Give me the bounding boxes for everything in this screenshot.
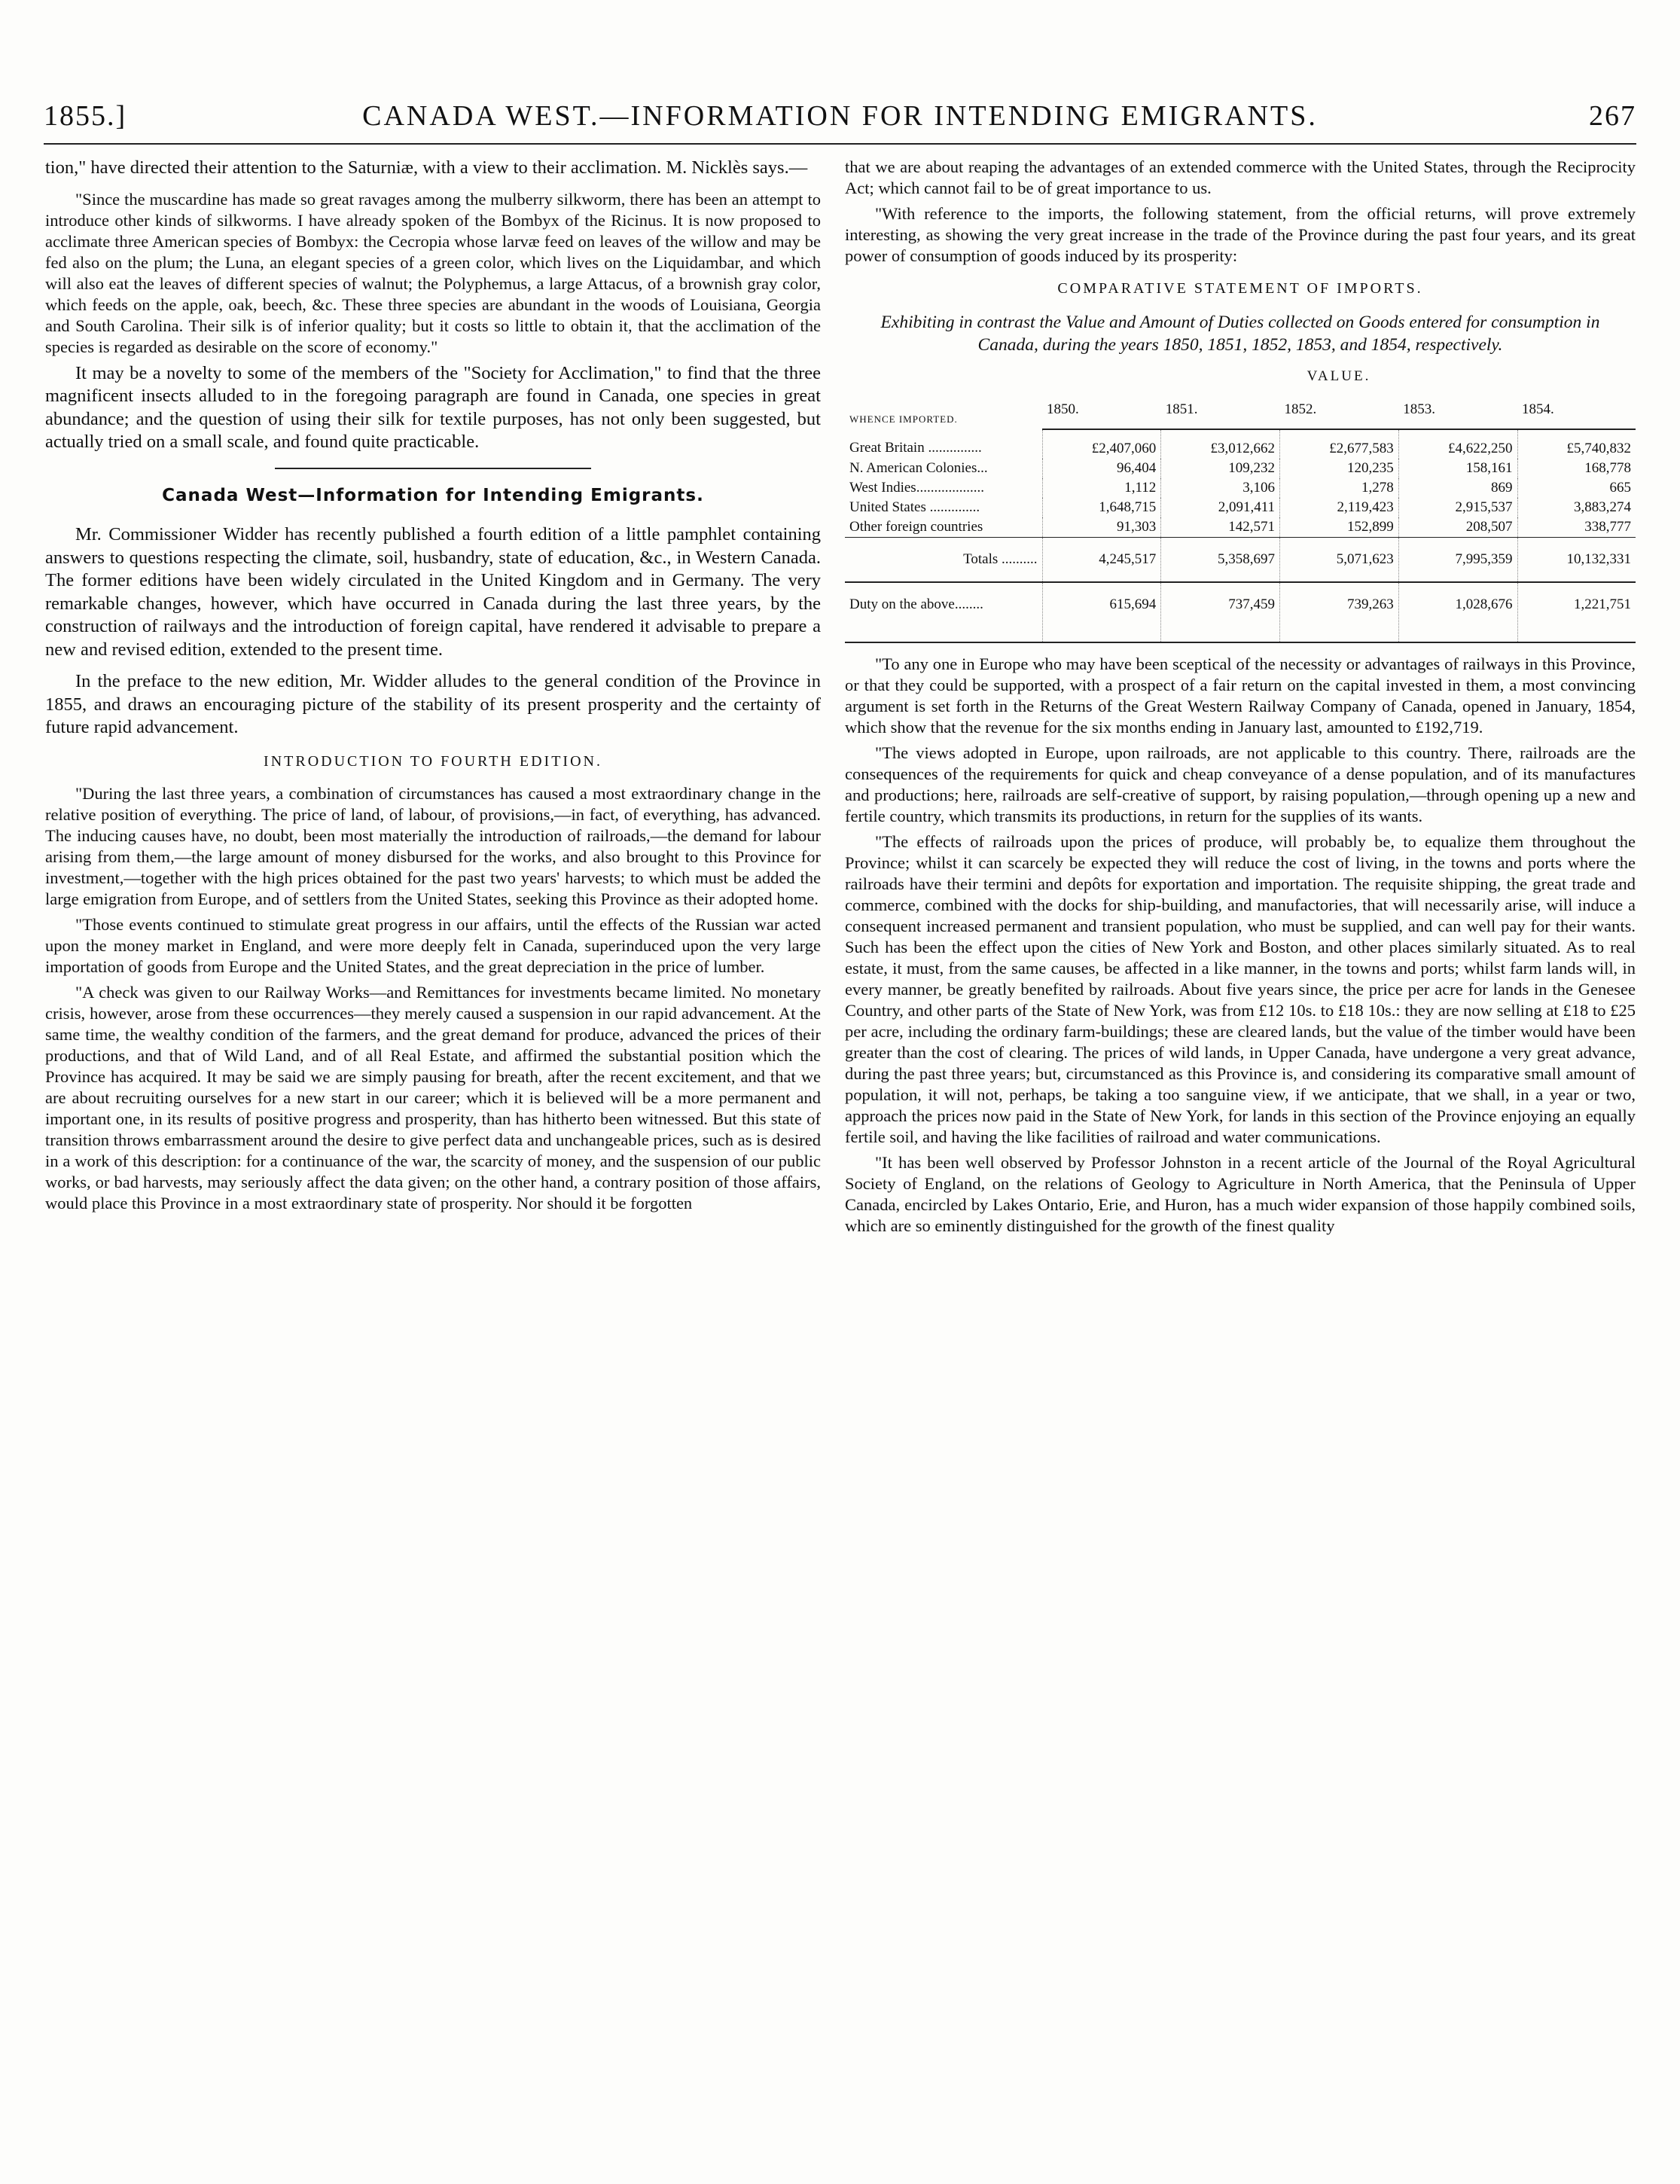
- value-cell: 1,278: [1280, 478, 1399, 498]
- duty-row: [845, 582, 1636, 642]
- running-header: [44, 99, 1636, 137]
- value-cell: 3,883,274: [1517, 498, 1636, 517]
- column-group-header-value: VALUE.: [1306, 368, 1371, 384]
- value-cell: 109,232: [1161, 459, 1280, 478]
- table-row: [845, 498, 1636, 517]
- value-cell: 869: [1398, 478, 1517, 498]
- column-header-year: 1852.: [1280, 391, 1399, 429]
- header-year: 1855.]: [44, 100, 127, 132]
- quotation-paragraph: "Those events continued to stimulate great progress in our affairs, until the effects of the Russian war acted upon the money market in England, and were more deeply felt in Canada, superinduced upon the very large importation of goods from Europe and the United States, and the great depreciation in the price of lumber.: [45, 915, 821, 976]
- total-cell: 4,245,517: [1042, 537, 1161, 582]
- value-cell: £2,407,060: [1042, 429, 1161, 459]
- value-cell: 1,648,715: [1042, 498, 1161, 517]
- country-cell: Great Britain ...............: [849, 440, 982, 456]
- duty-cell: 1,028,676: [1398, 582, 1517, 642]
- value-cell: 2,915,537: [1398, 498, 1517, 517]
- value-cell: £2,677,583: [1280, 429, 1399, 459]
- right-column: [845, 157, 1636, 1241]
- paragraph: tion," have directed their attention to the Saturniæ, with a view to their acclimation. M. Nicklès says.—: [45, 157, 808, 178]
- total-cell: 5,358,697: [1161, 537, 1280, 582]
- quotation-paragraph: "A check was given to our Railway Works—and Remittances for investments became limited. No monetary crisis, however, arose from these occurrences—they merely caused a suspension in our rapid advancement. At the same time, the wealthy condition of the farmers, and the great demand for produce, advanced the prices of their productions, and that of Wild Land, and of all Real Estate, and affirmed the substantial position which the Province has acquired. It may be said we are simply pausing for breath, after the recent excitement, and that we are about recruiting ourselves for a new start in our career; which it is believed will be a more permanent and important one, in its results of positive progress and prosperity, than has hitherto been witnessed. But this state of transition throws embarrassment around the desire to give perfect data and unchangeable prices, such as is desired in a work of this description: for a continuance of the war, the scarcity of money, and the suspension of our public works, or bad harvests, may seriously affect the data given; on the other hand, a contrary position of those affairs, would place this Province in a most extraordinary state of prosperity. Nor should it be forgotten: [45, 983, 821, 1212]
- value-cell: 120,235: [1280, 459, 1399, 478]
- totals-row: [845, 537, 1636, 582]
- column-header-year: 1850.: [1042, 391, 1161, 429]
- table-row: [845, 517, 1636, 538]
- duty-cell: 737,459: [1161, 582, 1280, 642]
- quotation-paragraph: "During the last three years, a combination of circumstances has caused a most extraordinary change in the relative position of everything. The price of land, of labour, of provisions,—in fact, of everything, has advanced. The inducing causes have, no doubt, been most materially the introduction of railroads,—the demand for labour arising from them,—the large amount of money disbursed for the works, and also brought to this Province for investment,—together with the high prices obtained for the past two years' harvests; to which must be added the large emigration from Europe, and of settlers from the United States, seeking this Province as their adopted home.: [45, 784, 821, 908]
- left-column: [45, 157, 821, 1219]
- quotation-paragraph: "The views adopted in Europe, upon railroads, are not applicable to this country. There, railroads are the consequences of the requirements for quick and cheap conveyance of a dense population, and of its manufactures and productions; here, railroads are self-creative of support, by raising population,—through opening up a new and fertile country, which transmits its productions, in return for the supplies of its wants.: [845, 743, 1636, 825]
- value-cell: 3,106: [1161, 478, 1280, 498]
- quotation-paragraph: "The effects of railroads upon the prices of produce, will probably be, to equalize them throughout the Province; whilst it can scarcely be expected they will reduce the cost of living, in the towns and ports where the railroads have their termini and depôts for exportation and importation. The requisite shipping, the great trade and commerce, combined with the docks for ship-building, and manufactories, that will necessarily arise, will induce a consequent increased permanent and transient population, who must be supplied, and can well pay for their wants. Such has been the effect upon the cities of New York and Boston, and other places similarly situated. As to real estate, it must, from the same causes, be affected in a like manner, in the towns and ports; whilst farm lands will, in every manner, be greatly benefited by railroads. About five years since, the price per acre for lands in the Genesee Country, and other parts of the State of New York, was from £12 10s. to £18 10s.: they are now selling at £18 to £25 per acre, including the ordinary farm-buildings; these are cleared lands, but the value of the timber would have been greater than the cost of clearing. The prices of wild lands, in Upper Canada, have undergone a very great advance, during the past three years; but, circumstanced as this Province is, and considering its comparative small amount of population, it will not, perhaps, be taking a too sanguine view, if we anticipate, that we shall, in a year or two, approach the prices now paid in the State of New York, for lands in this section of the Province enjoying an equally fertile soil, and having the like facilities of railroad and water communications.: [845, 831, 1636, 1146]
- value-cell: 152,899: [1280, 517, 1399, 538]
- paragraph: Mr. Commissioner Widder has recently published a fourth edition of a little pamphlet containing answers to questions respecting the climate, soil, husbandry, state of education, &c., in Western Canada. The former editions have been widely circulated in the United Kingdom and in Germany. The very remarkable changes, however, which have occurred in Canada during the last three years, by the construction of railways and the introduction of foreign capital, have rendered it advisable to prepare a new and revised edition, extended to the present time.: [45, 524, 821, 660]
- paragraph: In the preface to the new edition, Mr. Widder alludes to the general condition of the Province in 1855, and draws an encouraging picture of the stability of its present prosperity and the certainty of future rapid advancement.: [45, 671, 821, 737]
- value-cell: 1,112: [1042, 478, 1161, 498]
- table-heading: COMPARATIVE STATEMENT OF IMPORTS.: [1057, 280, 1423, 297]
- page-number: 267: [1589, 100, 1636, 132]
- value-cell: £5,740,832: [1517, 429, 1636, 459]
- value-cell: 142,571: [1161, 517, 1280, 538]
- country-cell: United States ..............: [849, 499, 980, 515]
- value-cell: 158,161: [1398, 459, 1517, 478]
- value-cell: £4,622,250: [1398, 429, 1517, 459]
- value-cell: 665: [1517, 478, 1636, 498]
- total-cell: 5,071,623: [1280, 537, 1399, 582]
- duty-cell: 739,263: [1280, 582, 1399, 642]
- totals-label: Totals ..........: [845, 537, 1042, 582]
- quotation-paragraph: that we are about reaping the advantages of an extended commerce with the United States, through the Reciprocity Act; which cannot fail to be of great importance to us.: [845, 157, 1636, 197]
- value-cell: 91,303: [1042, 517, 1161, 538]
- country-cell: N. American Colonies...: [849, 459, 988, 476]
- total-cell: 10,132,331: [1517, 537, 1636, 582]
- column-header-year: 1853.: [1398, 391, 1517, 429]
- quotation-paragraph: "It has been well observed by Professor Johnston in a recent article of the Journal of the Royal Agricultural Society of England, on the relations of Geology to Agriculture in North America, that the Peninsula of Upper Canada, encircled by Lakes Ontario, Erie, and Huron, has a much wider expansion of those happily combined soils, which are so eminently distinguished for the growth of the finest quality: [845, 1152, 1636, 1235]
- table-row: [845, 478, 1636, 498]
- value-cell: £3,012,662: [1161, 429, 1280, 459]
- value-cell: 168,778: [1517, 459, 1636, 478]
- header-divider: [44, 143, 1636, 145]
- table-row: [845, 459, 1636, 478]
- column-header-whence: WHENCE IMPORTED.: [849, 413, 958, 425]
- table-caption: Exhibiting in contrast the Value and Amount of Duties collected on Goods entered for consumption in Canada, during the years 1850, 1851, 1852, 1853, and 1854, respectively.: [880, 312, 1600, 355]
- value-cell: 208,507: [1398, 517, 1517, 538]
- value-cell: 2,119,423: [1280, 498, 1399, 517]
- table-row: [845, 429, 1636, 459]
- column-header-year: 1854.: [1517, 391, 1636, 429]
- value-cell: 338,777: [1517, 517, 1636, 538]
- section-title: Canada West—Information for Intending Emigrants.: [162, 485, 704, 505]
- column-header-year: 1851.: [1161, 391, 1280, 429]
- country-cell: Other foreign countries: [849, 518, 983, 535]
- section-divider: [275, 468, 591, 469]
- quotation-paragraph: "With reference to the imports, the following statement, from the official returns, will prove extremely interesting, as showing the very great increase in the trade of the Province during the past four years, and its great power of consumption of goods induced by its prosperity:: [845, 204, 1636, 265]
- quotation-paragraph: "To any one in Europe who may have been sceptical of the necessity or advantages of railways in this Province, or that they could be supported, with a prospect of a fair return on the capital invested in them, a most convincing argument is set forth in the Returns of the Great Western Railway Company of Canada, opened in January, 1854, which show that the revenue for the six months ending in January last, amounted to £192,719.: [845, 654, 1636, 737]
- imports-table: [845, 367, 1636, 643]
- total-cell: 7,995,359: [1398, 537, 1517, 582]
- duty-cell: 615,694: [1042, 582, 1161, 642]
- value-cell: 96,404: [1042, 459, 1161, 478]
- duty-cell: 1,221,751: [1517, 582, 1636, 642]
- value-cell: 2,091,411: [1161, 498, 1280, 517]
- country-cell: West Indies...................: [849, 479, 984, 496]
- subheading: INTRODUCTION TO FOURTH EDITION.: [264, 752, 602, 770]
- quotation-paragraph: "Since the muscardine has made so great ravages among the mulberry silkworm, there has been an attempt to introduce other kinds of silkworms. I have already spoken of the Bombyx of the Ricinus. It is now proposed to acclimate three American species of Bombyx: the Cecropia whose larvæ feed on leaves of the willow and may be fed also on the plum; the Luna, an elegant species of a green color, which lives on the Liquidambar, and which will also eat the leaves of different species of walnut; the Polyphemus, a large Attacus, of a brownish gray color, which feeds on the apple, oak, beech, &c. These three species are abundant in the woods of Louisiana, Georgia and South Carolina. Their silk is of inferior quality; but it costs so little to obtain it, that the acclimation of the species is regarded as desirable on the score of economy.": [45, 189, 821, 356]
- duty-label: Duty on the above........: [845, 582, 1042, 642]
- header-title: CANADA WEST.—INFORMATION FOR INTENDING EMIGRANTS.: [362, 100, 1318, 132]
- paragraph: It may be a novelty to some of the members of the "Society for Acclimation," to find that the three magnificent insects alluded to in the foregoing paragraph are found in Canada, one species in great abundance; and the question of using their silk for textile purposes, has not only been suggested, but actually tried on a small scale, and found quite practicable.: [45, 362, 821, 452]
